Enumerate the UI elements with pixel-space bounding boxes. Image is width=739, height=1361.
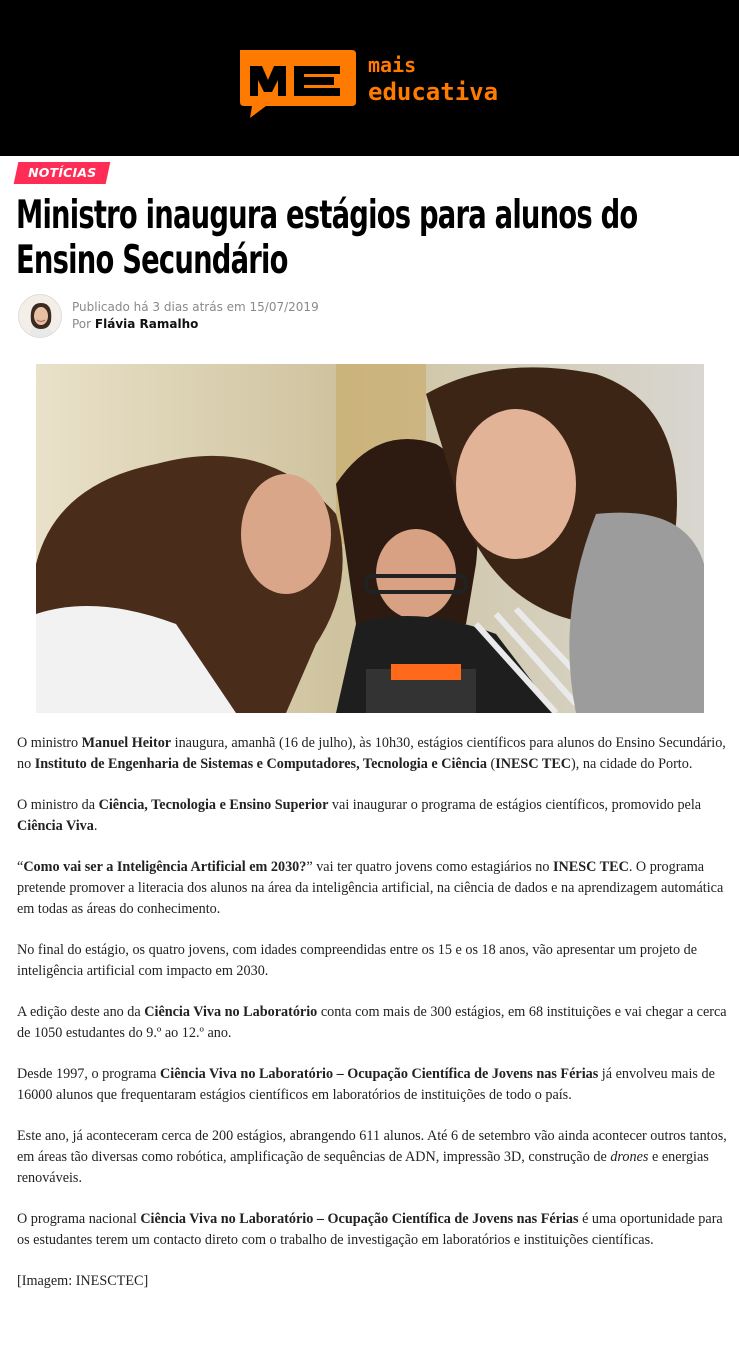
p1-text-g: ), na cidade do Porto. bbox=[571, 756, 693, 772]
p7-text-a: Este ano, já aconteceram cerca de 200 estágios, abrangendo 611 alunos. Até 6 de setembro vão ainda acontecer outros tantos, em áreas tão diversas como robótica, amplificação de sequências de ADN, impressão 3D, construção de bbox=[17, 1128, 727, 1165]
logo-line-1: mais bbox=[368, 53, 417, 77]
site-logo[interactable] bbox=[236, 46, 526, 120]
article-title-line-1: Ministro inaugura estágios para alunos do bbox=[16, 193, 638, 238]
article-title-line-2: Ensino Secundário bbox=[16, 238, 288, 283]
p1-text-a: O ministro bbox=[17, 735, 82, 751]
author-avatar-icon bbox=[19, 295, 62, 338]
p7-text-c: e energias renováveis. bbox=[17, 1149, 709, 1186]
p2-text-a: O ministro da bbox=[17, 797, 99, 813]
students-lab-photo-icon bbox=[36, 364, 704, 713]
p3-bold-inesc: INESC TEC bbox=[553, 859, 629, 875]
p6-text-a: Desde 1997, o programa bbox=[17, 1066, 161, 1082]
p3-text-c: ” vai ter quatro jovens como estagiários no bbox=[306, 859, 553, 875]
p2-text-e: . bbox=[93, 818, 98, 834]
p1-bold-minister: Manuel Heitor bbox=[81, 735, 172, 751]
p1-bold-institute: Instituto de Engenharia de Sistemas e Computadores, Tecnologia e Ciência bbox=[34, 756, 487, 772]
p8-text-c: é uma oportunidade para os estudantes terem um contacto direto com o trabalho de investigação em laboratórios e instituições científicas. bbox=[17, 1211, 723, 1248]
p2-text-c: vai inaugurar o programa de estágios científicos, promovido pela bbox=[328, 797, 702, 813]
byline bbox=[18, 294, 319, 338]
p1-bold-inesc: INESC TEC bbox=[495, 756, 572, 772]
p3-text-a: “ bbox=[17, 859, 24, 875]
hero-image bbox=[36, 364, 704, 713]
p6-bold-program: Ciência Viva no Laboratório – Ocupação Científica de Jovens nas Férias bbox=[160, 1066, 599, 1082]
p2-bold-ministry: Ciência, Tecnologia e Ensino Superior bbox=[98, 797, 329, 813]
category-tag-wrap bbox=[16, 162, 108, 184]
byline-meta bbox=[72, 299, 319, 333]
p1-text-c: inaugura, amanhã (16 de julho), às 10h30, estágios científicos para alunos do Ensino Secundário, no bbox=[17, 735, 726, 772]
image-credit: [Imagem: INESCTEC] bbox=[17, 1273, 149, 1289]
p5-text-c: conta com mais de 300 estágios, em 68 instituições e vai chegar a cerca de 1050 estudantes do 9.º ao 12.º ano. bbox=[17, 1004, 727, 1041]
publish-date: Publicado há 3 dias atrás em 15/07/2019 bbox=[72, 300, 319, 314]
p8-bold-program: Ciência Viva no Laboratório – Ocupação Científica de Jovens nas Férias bbox=[140, 1211, 579, 1227]
paragraph-1 bbox=[17, 733, 729, 775]
category-label: NOTÍCIAS bbox=[28, 165, 97, 180]
paragraph-8 bbox=[17, 1209, 729, 1251]
paragraph-5 bbox=[17, 1002, 729, 1044]
site-header bbox=[0, 0, 739, 156]
author-avatar[interactable] bbox=[18, 294, 62, 338]
author-prefix: Por bbox=[72, 317, 95, 331]
paragraph-4: No final do estágio, os quatro jovens, com idades compreendidas entre os 15 e os 18 anos, vão apresentar um projeto de inteligência artificial com impacto em 2030. bbox=[17, 942, 698, 979]
article-title bbox=[16, 193, 718, 283]
p5-text-a: A edição deste ano da bbox=[17, 1004, 145, 1020]
author-line bbox=[72, 316, 319, 333]
p7-italic-drones: drones bbox=[610, 1149, 649, 1165]
p3-bold-question: Como vai ser a Inteligência Artificial em 2030? bbox=[23, 859, 307, 875]
mais-educativa-logo-icon bbox=[236, 46, 526, 120]
paragraph-3 bbox=[17, 857, 729, 920]
logo-line-2: educativa bbox=[368, 78, 499, 106]
paragraph-7 bbox=[17, 1126, 729, 1189]
category-tag[interactable] bbox=[14, 162, 111, 184]
article-body bbox=[17, 733, 729, 1312]
paragraph-2 bbox=[17, 795, 729, 837]
author-name-link[interactable]: Flávia Ramalho bbox=[94, 317, 199, 331]
p3-text-e: . O programa pretende promover a literacia dos alunos na área da inteligência artificial, na ciência de dados e na aprendizagem automática em todas as áreas do conhecimento. bbox=[17, 859, 724, 917]
p2-bold-ciencia-viva: Ciência Viva bbox=[17, 818, 94, 834]
p8-text-a: O programa nacional bbox=[17, 1211, 141, 1227]
p1-text-e: ( bbox=[486, 756, 496, 772]
paragraph-6 bbox=[17, 1064, 729, 1106]
p6-text-c: já envolveu mais de 16000 alunos que frequentaram estágios científicos em laboratórios de instituições de todo o país. bbox=[17, 1066, 715, 1103]
p5-bold-program: Ciência Viva no Laboratório bbox=[144, 1004, 318, 1020]
